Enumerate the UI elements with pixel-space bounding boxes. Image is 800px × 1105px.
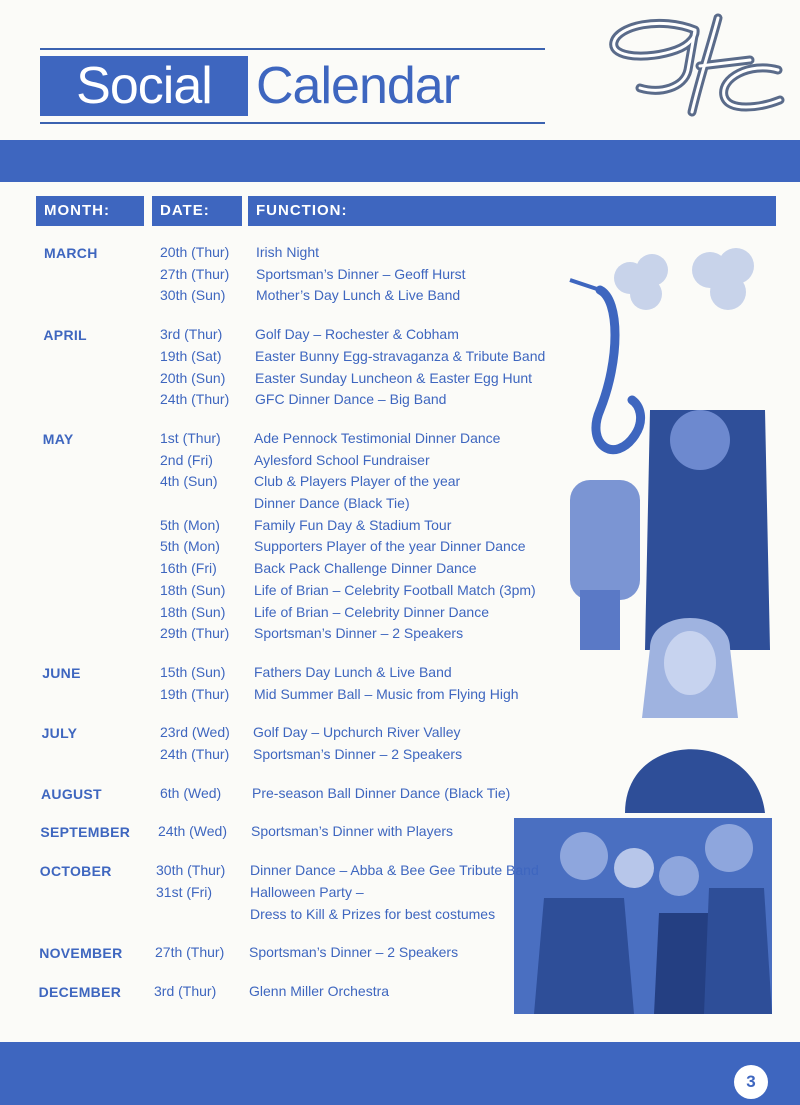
event-function: Easter Bunny Egg-stravaganza & Tribute Band — [255, 347, 546, 364]
event-date: 19th (Thur) — [160, 685, 230, 702]
event-date: 1st (Thur) — [160, 429, 221, 446]
event-date: 20th (Thur) — [160, 244, 230, 260]
event-function: Sportsman’s Dinner – 2 Speakers — [249, 944, 459, 961]
event-date: 24th (Thur) — [160, 746, 230, 762]
photo-singers — [514, 818, 772, 1014]
event-function: Sportsman’s Dinner – Geoff Hurst — [256, 265, 466, 282]
event-date: 18th (Sun) — [160, 581, 226, 598]
event-function: Dress to Kill & Prizes for best costumes — [250, 905, 496, 922]
month-label: JUNE — [42, 664, 81, 681]
event-date: 27th (Thur) — [160, 265, 230, 282]
event-function: GFC Dinner Dance – Big Band — [255, 391, 447, 408]
event-function: Life of Brian – Celebrity Football Match (3pm) — [254, 581, 536, 598]
event-date: 2nd (Fri) — [160, 451, 213, 468]
event-function: Fathers Day Lunch & Live Band — [254, 663, 452, 680]
page-title-social: Social — [40, 56, 248, 116]
month-label: MAY — [42, 430, 74, 447]
event-function: Golf Day – Upchurch River Valley — [253, 724, 461, 741]
title-rule-top — [40, 48, 545, 50]
event-date: 3rd (Thur) — [160, 326, 223, 343]
event-function: Supporters Player of the year Dinner Dance — [254, 538, 526, 555]
photo-woman — [620, 608, 770, 813]
header-band — [0, 140, 800, 182]
event-function: Aylesford School Fundraiser — [254, 451, 430, 468]
event-date: 6th (Wed) — [160, 784, 222, 801]
event-function: Club & Players Player of the year — [254, 473, 461, 490]
month-label: OCTOBER — [39, 863, 112, 880]
event-date: 24th (Thur) — [160, 391, 230, 408]
event-function: Mother’s Day Lunch & Live Band — [256, 287, 461, 304]
event-date: 5th (Mon) — [160, 538, 220, 555]
event-function: Golf Day – Rochester & Cobham — [255, 326, 459, 343]
month-label: MARCH — [44, 245, 98, 261]
photo-collage-top — [560, 240, 775, 650]
event-function: Back Pack Challenge Dinner Dance — [254, 560, 477, 577]
gfc-logo — [600, 8, 790, 120]
event-date: 16th (Fri) — [160, 560, 217, 577]
footer-band — [0, 1042, 800, 1105]
month-label: JULY — [41, 725, 78, 742]
event-function: Dinner Dance (Black Tie) — [254, 495, 410, 511]
month-label: SEPTEMBER — [40, 824, 131, 841]
event-function: Pre-season Ball Dinner Dance (Black Tie) — [252, 784, 511, 801]
event-function: Irish Night — [256, 244, 320, 260]
event-function: Easter Sunday Luncheon & Easter Egg Hunt — [255, 369, 533, 386]
month-label: NOVEMBER — [39, 945, 123, 962]
event-function: Dinner Dance – Abba & Bee Gee Tribute Band — [250, 862, 539, 879]
column-header-date: DATE: — [152, 196, 242, 226]
event-function: Family Fun Day & Stadium Tour — [254, 516, 452, 533]
event-date: 20th (Sun) — [160, 369, 226, 386]
event-date: 15th (Sun) — [160, 663, 226, 680]
event-function: Ade Pennock Testimonial Dinner Dance — [254, 429, 501, 446]
month-label: APRIL — [43, 327, 87, 344]
event-date: 23rd (Wed) — [160, 724, 230, 741]
event-date: 3rd (Thur) — [154, 982, 217, 999]
event-date: 24th (Wed) — [158, 823, 227, 840]
page-number: 3 — [734, 1065, 768, 1099]
event-function: Sportsman’s Dinner – 2 Speakers — [254, 625, 464, 642]
event-date: 29th (Thur) — [160, 625, 230, 642]
event-date: 30th (Sun) — [160, 287, 226, 304]
event-date: 19th (Sat) — [160, 347, 222, 364]
month-label: DECEMBER — [38, 983, 122, 1000]
event-function: Sportsman’s Dinner with Players — [251, 823, 454, 840]
event-function: Glenn Miller Orchestra — [249, 982, 390, 999]
event-date: 5th (Mon) — [160, 516, 220, 533]
event-function: Halloween Party – — [250, 883, 364, 900]
event-function: Mid Summer Ball – Music from Flying High — [254, 685, 519, 702]
column-header-function: FUNCTION: — [248, 196, 776, 226]
title-rule-bottom — [40, 122, 545, 124]
event-date: 30th (Thur) — [156, 862, 226, 879]
column-header-month: MONTH: — [36, 196, 144, 226]
event-function: Sportsman’s Dinner – 2 Speakers — [253, 746, 463, 762]
page-title-calendar: Calendar — [256, 57, 460, 115]
event-function: Life of Brian – Celebrity Dinner Dance — [254, 603, 490, 620]
month-label: AUGUST — [41, 785, 102, 802]
event-date: 4th (Sun) — [160, 473, 218, 490]
event-date: 18th (Sun) — [160, 603, 226, 620]
event-date: 31st (Fri) — [156, 883, 212, 900]
event-date: 27th (Thur) — [155, 944, 225, 961]
